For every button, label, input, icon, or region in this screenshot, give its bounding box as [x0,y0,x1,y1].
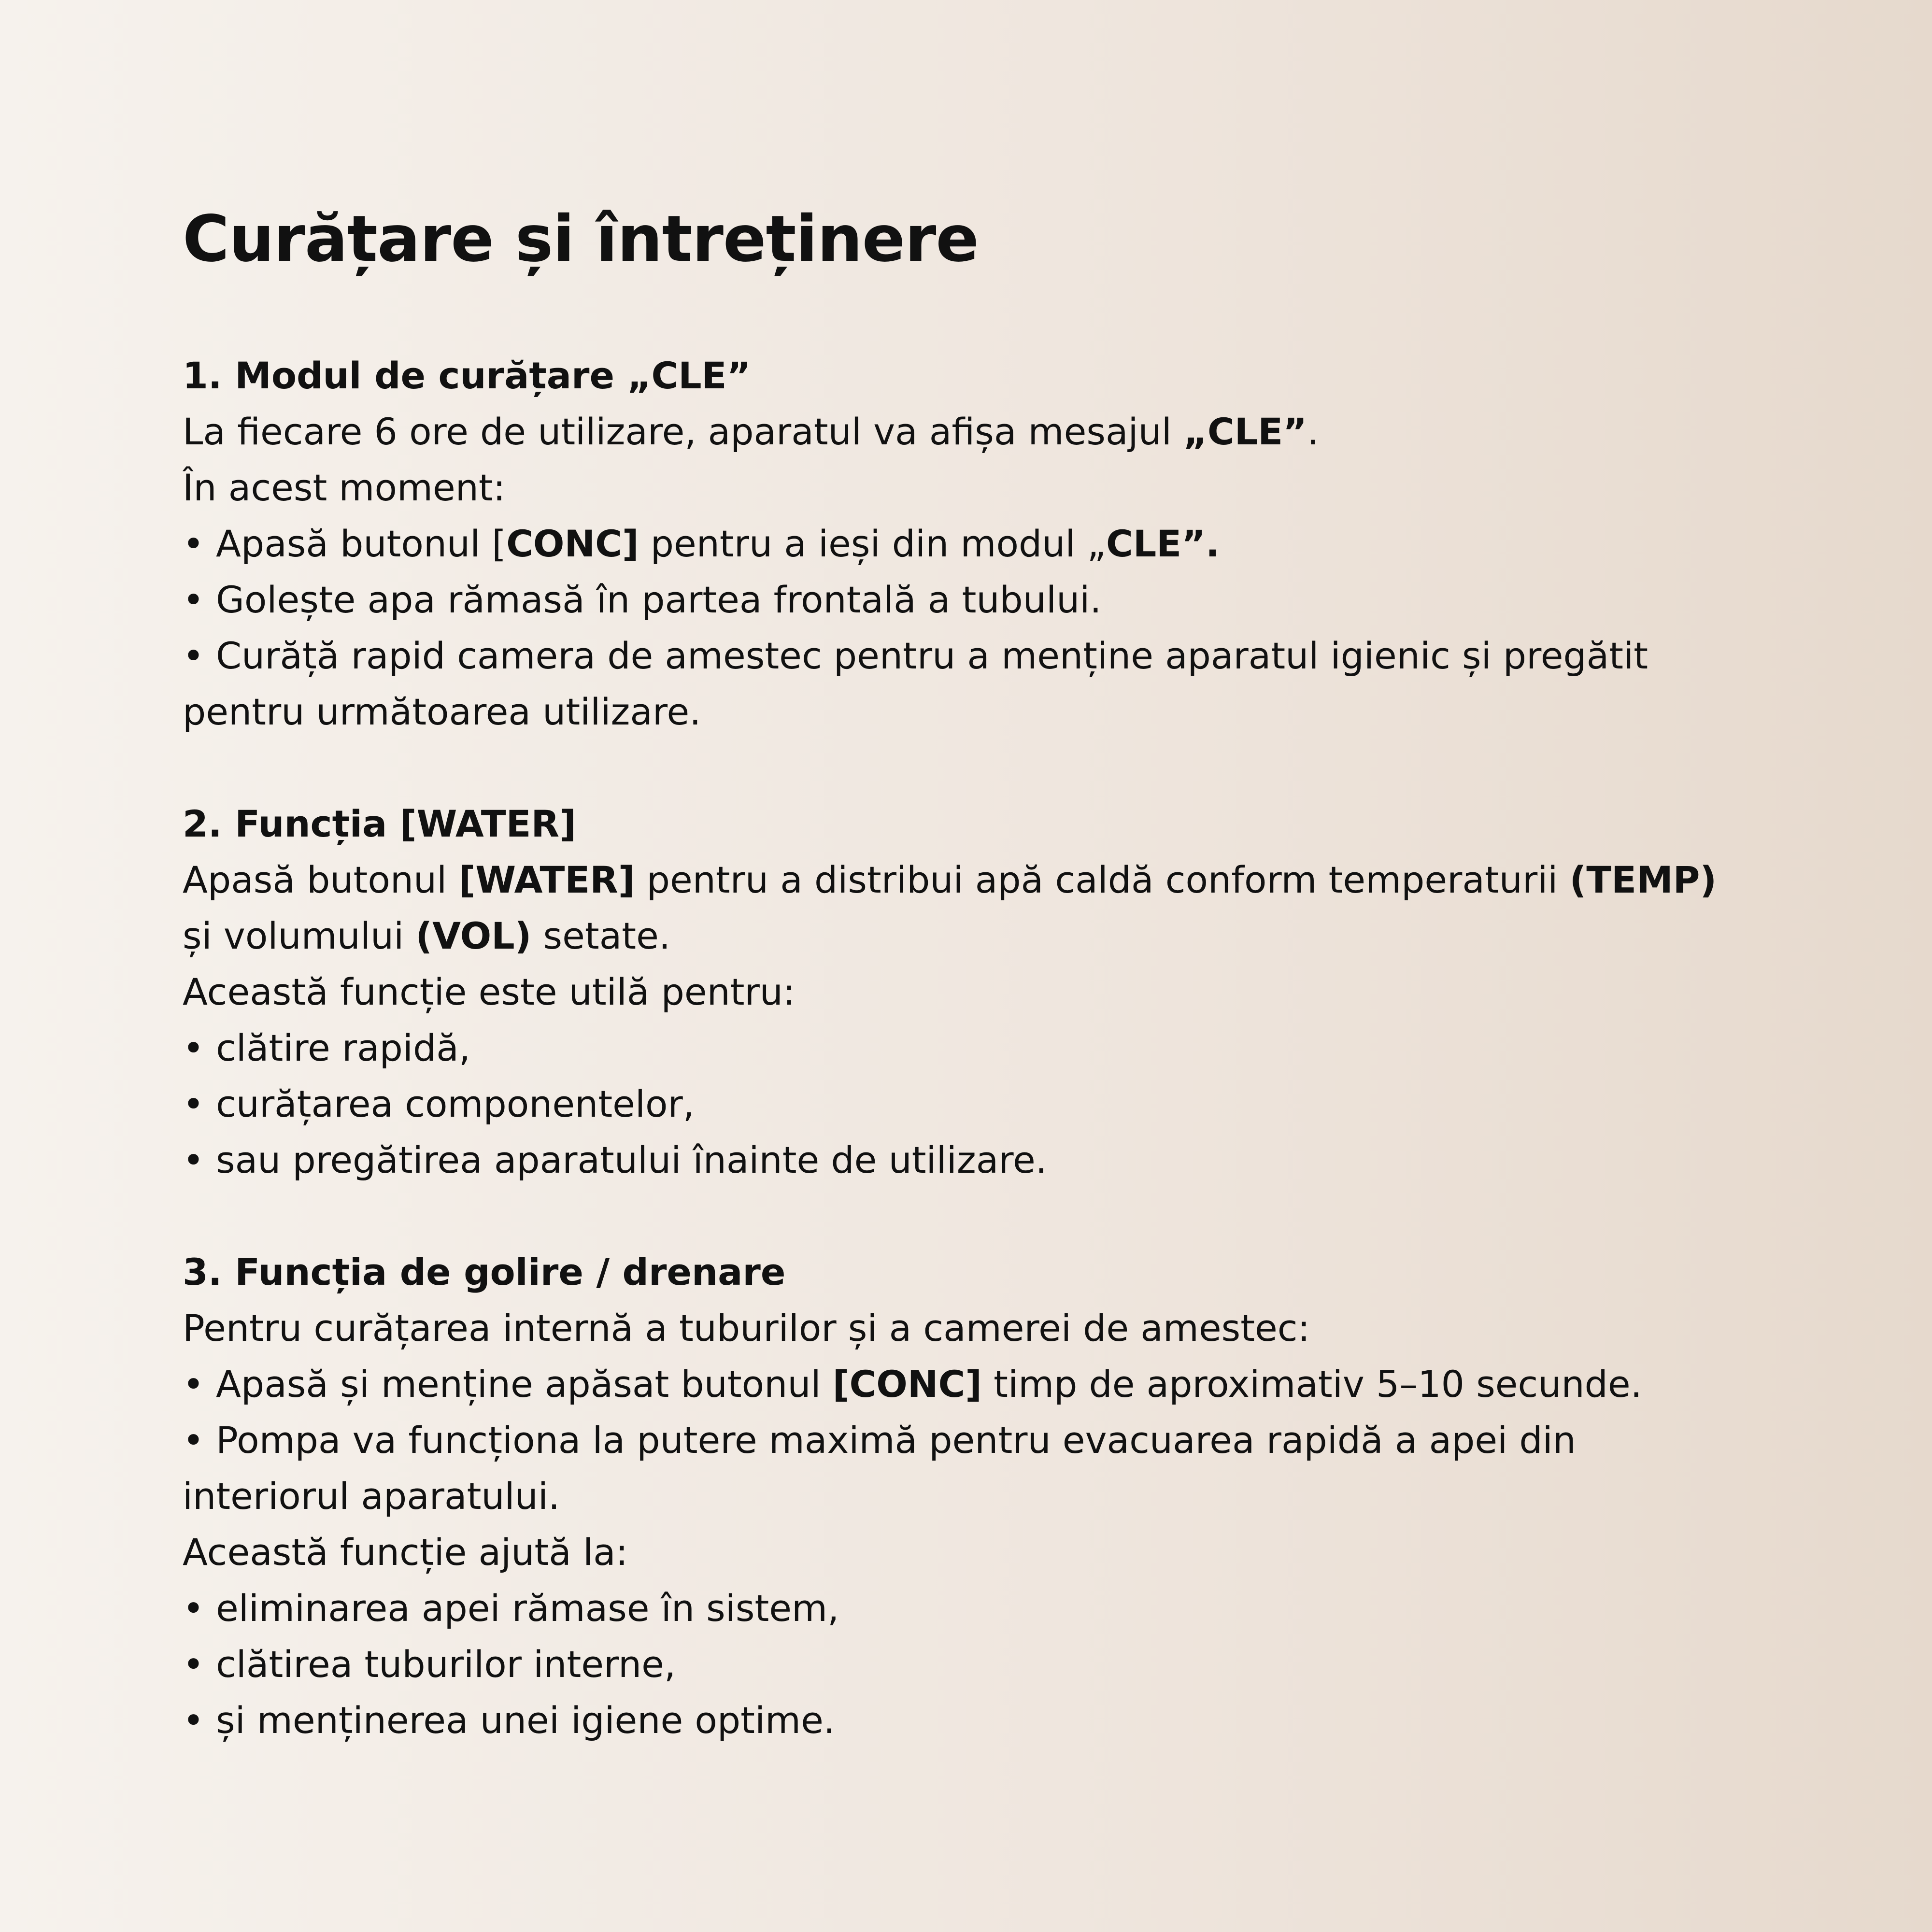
bullet-item [183,516,1776,572]
section-spacer [183,1188,1776,1244]
text-segment: Această funcție este utilă pentru: [183,970,796,1013]
paragraph-line [183,460,1776,516]
paragraph-line [183,404,1776,460]
text-segment: și volumului [183,914,416,957]
bullet-item [183,1636,1776,1692]
paragraph-line [183,1468,1776,1524]
text-segment: Apasă butonul [183,858,459,901]
text-segment: pentru a ieși din modul „ [639,522,1107,565]
text-segment: • eliminarea apei rămase în sistem, [183,1587,839,1630]
bullet-item [183,1692,1776,1748]
page-title: Curățare și întreținere [183,202,979,276]
section-spacer [183,740,1776,796]
bold-text-segment: CONC] [506,522,639,565]
bold-text-segment: (TEMP) [1569,858,1717,901]
section-heading: 3. Funcția de golire / drenare [183,1250,786,1293]
paragraph-line [183,852,1776,908]
bullet-item [183,628,1776,684]
text-segment: pentru următoarea utilizare. [183,690,701,733]
text-segment: • sau pregătirea aparatului înainte de utilizare. [183,1138,1047,1181]
text-segment: • Pompa va funcționa la putere maximă pentru evacuarea rapidă a apei din [183,1419,1576,1462]
text-segment: • și menținerea unei igiene optime. [183,1699,836,1742]
text-segment: • clătire rapidă, [183,1026,471,1069]
text-segment: • Curăță rapid camera de amestec pentru a menține aparatul igienic și pregătit [183,634,1648,677]
section-drain-function [183,1244,1776,1748]
section-heading: 1. Modul de curățare „CLE” [183,354,751,397]
section-cle-mode [183,348,1776,740]
title-spacer [183,285,1776,348]
paragraph-line [183,964,1776,1020]
section-heading: 2. Funcția [WATER] [183,802,576,845]
bullet-item [183,1020,1776,1076]
text-segment: • curățarea componentelor, [183,1082,695,1125]
bold-text-segment: „CLE” [1183,410,1307,453]
text-segment: La fiecare 6 ore de utilizare, aparatul va afișa mesajul [183,410,1184,453]
paragraph-line [183,684,1776,740]
bold-text-segment: [CONC] [832,1363,982,1406]
section-water-function [183,796,1776,1188]
text-segment: • Apasă butonul [ [183,522,507,565]
text-segment: interiorul aparatului. [183,1475,560,1518]
bullet-item [183,1580,1776,1636]
document-page [183,193,1776,1748]
text-segment: • Golește apa rămasă în partea frontală a tubului. [183,578,1102,621]
text-segment: Pentru curățarea internă a tuburilor și a camerei de amestec: [183,1307,1310,1350]
bullet-item [183,572,1776,628]
bullet-item [183,1076,1776,1132]
bold-text-segment: [WATER] [458,858,635,901]
text-segment: timp de aproximativ 5–10 secunde. [982,1363,1642,1406]
bullet-item [183,1356,1776,1412]
paragraph-line [183,908,1776,964]
bullet-item [183,1412,1776,1468]
text-segment: . [1307,410,1319,453]
text-segment: pentru a distribui apă caldă conform temperaturii [635,858,1570,901]
text-segment: Această funcție ajută la: [183,1531,628,1574]
text-segment: setate. [531,914,670,957]
text-segment: • clătirea tuburilor interne, [183,1643,676,1686]
bullet-item [183,1132,1776,1188]
bold-text-segment: CLE”. [1106,522,1220,565]
paragraph-line [183,1300,1776,1356]
bold-text-segment: (VOL) [415,914,532,957]
text-segment: În acest moment: [183,466,506,509]
text-segment: • Apasă și menține apăsat butonul [183,1363,833,1406]
paragraph-line [183,1524,1776,1580]
